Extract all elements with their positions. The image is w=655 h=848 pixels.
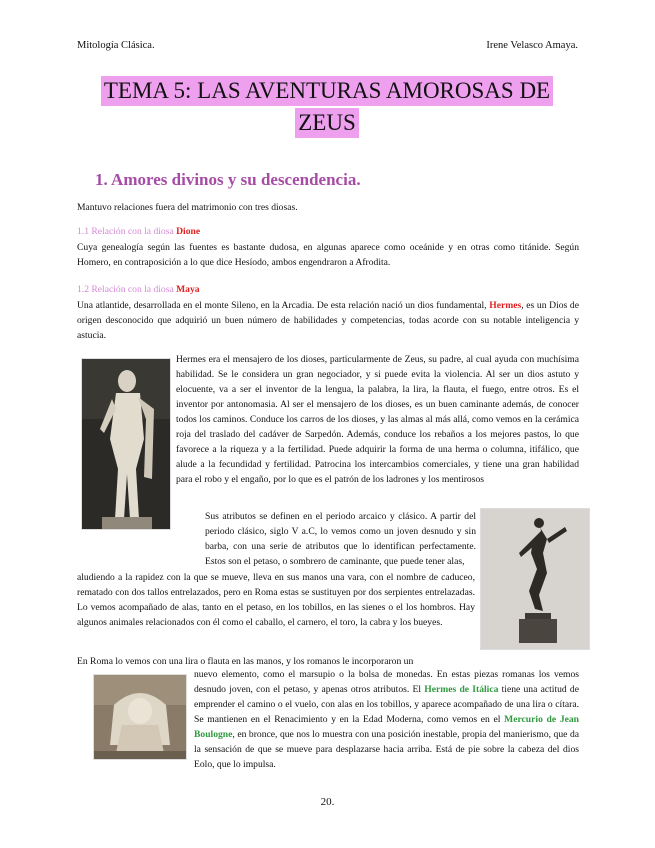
section-heading: 1. Amores divinos y su descendencia. (95, 170, 361, 189)
page-title (77, 76, 577, 138)
maya-text-1: Una atlantide, desarrollada en el monte Sileno, en la Arcadia. De esta relación nació un dios fundamental, (77, 300, 487, 311)
subheading-maya-number: 1.2 Relación con la diosa (77, 284, 174, 295)
subheading-dione (77, 226, 200, 237)
paragraph-dione: Cuya genealogía según las fuentes es bastante dudosa, en algunas aparece como oceánide y en otras como titánide. Según Homero, en contraposición a lo que dice Hesíodo, ambos engendraron a Afrodita. (77, 242, 579, 268)
header-course: Mitología Clásica. (77, 40, 155, 51)
title-line-1: TEMA 5: LAS AVENTURAS AMOROSAS DE (101, 76, 553, 106)
hermes-statue-image (81, 358, 171, 530)
subheading-maya-name: Maya (176, 284, 200, 295)
mercury-bronze-image (480, 508, 590, 650)
subheading-maya (77, 284, 200, 295)
paragraph-rome (194, 667, 579, 772)
hermes-italica-highlight: Hermes de Itálica (424, 684, 499, 695)
page-number: 20. (320, 796, 335, 808)
subheading-dione-name: Dione (176, 226, 201, 237)
hermes-italica-image (93, 674, 187, 760)
maya-text-2: , es un Dios de origen desconocido que adquirió un buen número de habilidades y competencias, todas acorde con su notable inteligencia y astucia. (77, 300, 579, 341)
header-author: Irene Velasco Amaya. (486, 40, 578, 51)
subheading-dione-number: 1.1 Relación con la diosa (77, 226, 174, 237)
rome-text-2: tiene una actitud de emprender el camino o el vuelo, con alas en los tobillos, y aparece acompañado de una lira o cítara. Se mantienen en el Renacimiento y en la Edad Moderna, como vemos en el (194, 684, 579, 725)
rome-text-3: , en bronce, que nos lo muestra con una posición inestable, propia del manierismo, que da la sensación de que se mueve para desplazarse hacia arriba. Está de pie sobre la cabeza del dios Eolo, que lo impulsa. (194, 729, 579, 770)
section-intro: Mantuvo relaciones fuera del matrimonio con tres diosas. (77, 202, 298, 213)
paragraph-attributes-top: Sus atributos se definen en el periodo arcaico y clásico. A partir del periodo clásico, siglo V a.C, lo vemos como un joven desnudo y sin barba, con una serie de atributos que lo identifican perfectamente. Estos son el petaso, o sombrero de caminante, que puede tener alas, (205, 511, 476, 567)
title-line-2: ZEUS (295, 108, 359, 138)
hermes-highlight: Hermes (489, 300, 522, 311)
paragraph-rome-top: En Roma lo vemos con una lira o flauta en las manos, y los romanos le incorporaron un (77, 656, 414, 667)
rome-text-1: nuevo elemento, como el marsupio o la bolsa de monedas. En estas piezas romanas los vemos desnudo joven, con el petaso, y apenas otros atributos. El (194, 669, 579, 695)
paragraph-attributes-bottom: aludiendo a la rapidez con la que se mueve, lleva en sus manos una vara, con el nombre de caduceo, rematado con dos tallos entrelazados, pero en Roma estas se sustituyen por dos serpientes entrelazadas. Lo vemos acompañado de alas, tanto en el petaso, en los tobillos, en las sienes o el los hombros. Hay algunos animales relacionados con él como el caballo, el carnero, el toro, la cabra y los bueyes. (77, 572, 475, 628)
mercury-boulogne-highlight: Mercurio de Jean Boulogne (194, 714, 580, 740)
paragraph-hermes-role: Hermes era el mensajero de los dioses, particularmente de Zeus, su padre, al cual ayuda con muchísima habilidad. Se le considera un gran negociador, y si puede evita la violencia. Al ser un dios astuto y elocuente, va a ser el inventor de la lengua, la palabra, la lira, la flauta, el fuego, entre otros. Es el inventor por antonomasia. Al ser el mensajero de los dioses, es un buen caminante además, de conocer todos los caminos. Conduce los carros de los dioses, y las almas al más allá, como vemos en la cerámica roja del traslado del cadáver de Sarpedón. Además, conduce los rebaños a los mejores pastos, lo que favorece a la riqueza y a la fertilidad. Puede adquirir la forma de una herma o columna, itifálico, que alude a la fecundidad y fertilidad. Patrocina los intercambios comerciales, y tiene una gran habilidad para el robo y el engaño, por lo que es el patrón de los ladrones y los mentirosos (176, 354, 579, 485)
paragraph-maya (77, 298, 579, 343)
